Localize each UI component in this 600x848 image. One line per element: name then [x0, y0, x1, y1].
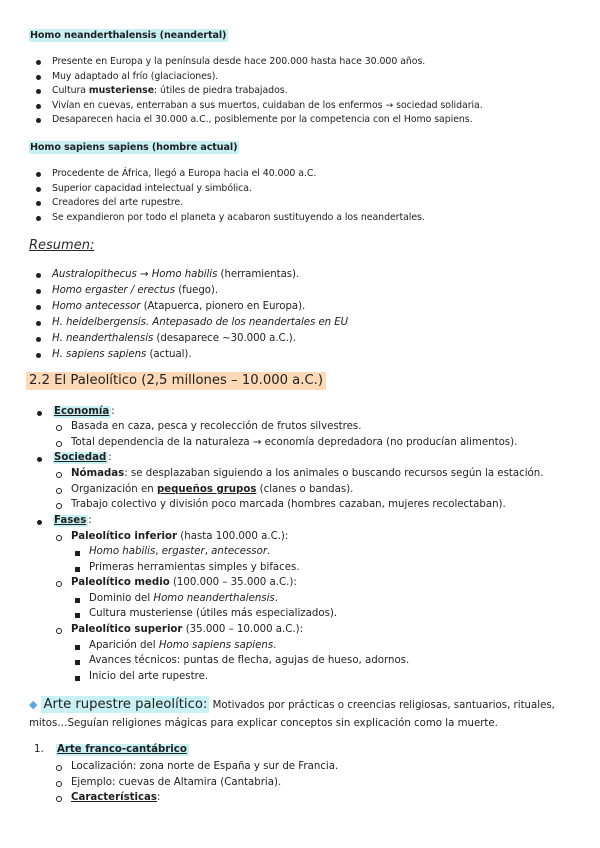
list-item: Nómadas: se desplazaban siguiendo a los animales o buscando recursos según la estación. [56, 468, 543, 479]
list-item: Homo habilis, ergaster, antecessor. [75, 546, 270, 557]
list-item: Procedente de África, llegó a Europa hacia el 40.000 a.C. [0, 167, 425, 182]
resumen-list [0, 267, 348, 363]
list-item: Homo antecessor (Atapuerca, pionero en Europa). [0, 299, 348, 315]
list-item: H. heidelbergensis. Antepasado de los neandertales en EU [0, 315, 348, 331]
list-item: Organización en pequeños grupos (clanes o bandas). [56, 484, 353, 495]
list-item: Desaparecen hacia el 30.000 a.C., posiblemente por la competencia con el Homo sapiens. [0, 113, 483, 128]
list-item: Inicio del arte rupestre. [75, 671, 208, 682]
fase-medio: Paleolítico medio (100.000 – 35.000 a.C.): [56, 577, 297, 588]
list-item: Características: [56, 792, 160, 803]
numbered-item-1: 1. Arte franco-cantábrico [34, 744, 187, 755]
list-item: Cultura musteriense: útiles de piedra trabajados. [0, 84, 483, 99]
list-item: Presente en Europa y la península desde hace 200.000 hasta hace 30.000 años. [0, 55, 483, 70]
list-item: Trabajo colectivo y división poco marcada (hombres cazaban, mujeres recolectaban). [56, 499, 506, 510]
sapiens-heading: Homo sapiens sapiens (hombre actual) [30, 142, 238, 153]
list-item: Dominio del Homo neanderthalensis. [75, 593, 278, 604]
section-title-paleolitico: 2.2 El Paleolítico (2,5 millones – 10.000 a.C.) [26, 372, 326, 390]
sapiens-list [0, 167, 425, 225]
list-item: Cultura musteriense (útiles más especializados). [75, 608, 337, 619]
list-item: Avances técnicos: puntas de flecha, agujas de hueso, adornos. [75, 655, 409, 666]
list-item: Ejemplo: cuevas de Altamira (Cantabria). [56, 777, 281, 788]
fases-item: Fases : [37, 515, 92, 526]
list-item: Vivían en cuevas, enterraban a sus muertos, cuidaban de los enfermos → sociedad solidaria. [0, 99, 483, 114]
list-item: Localización: zona norte de España y sur de Francia. [56, 761, 338, 772]
list-item: Aparición del Homo sapiens sapiens. [75, 640, 276, 651]
list-item: Basada en caza, pesca y recolección de frutos silvestres. [56, 421, 361, 432]
diamond-icon: ◆ [29, 698, 38, 711]
list-item: H. neanderthalensis (desaparece ~30.000 a.C.). [0, 331, 348, 347]
neander-list [0, 55, 483, 128]
list-item: Superior capacidad intelectual y simbólica. [0, 182, 425, 197]
list-item: Total dependencia de la naturaleza → economía depredadora (no producían alimentos). [56, 437, 517, 448]
resumen-title: Resumen: [29, 238, 95, 253]
list-item: Homo ergaster / erectus (fuego). [0, 283, 348, 299]
neander-heading: Homo neanderthalensis (neandertal) [30, 30, 227, 41]
list-item: Muy adaptado al frío (glaciaciones). [0, 70, 483, 85]
list-item: Primeras herramientas simples y bifaces. [75, 562, 300, 573]
economia-item: Economía : [37, 406, 115, 417]
sociedad-item: Sociedad : [37, 452, 112, 463]
arte-rupestre-paragraph: ◆ Arte rupestre paleolítico: Motivados por prácticas o creencias religiosas, santuarios, rituales, mitos…Seguían religiones mágicas para explicar conceptos sin explicación como la muerte. [29, 697, 555, 729]
list-item: Australopithecus → Homo habilis (herramientas). [0, 267, 348, 283]
arte-title: Arte rupestre paleolítico: [43, 697, 208, 712]
list-item: Creadores del arte rupestre. [0, 196, 425, 211]
list-item: H. sapiens sapiens (actual). [0, 347, 348, 363]
fase-inferior: Paleolítico inferior (hasta 100.000 a.C.): [56, 531, 288, 542]
fase-superior: Paleolítico superior (35.000 – 10.000 a.C.): [56, 624, 303, 635]
list-item: Se expandieron por todo el planeta y acabaron sustituyendo a los neandertales. [0, 211, 425, 226]
